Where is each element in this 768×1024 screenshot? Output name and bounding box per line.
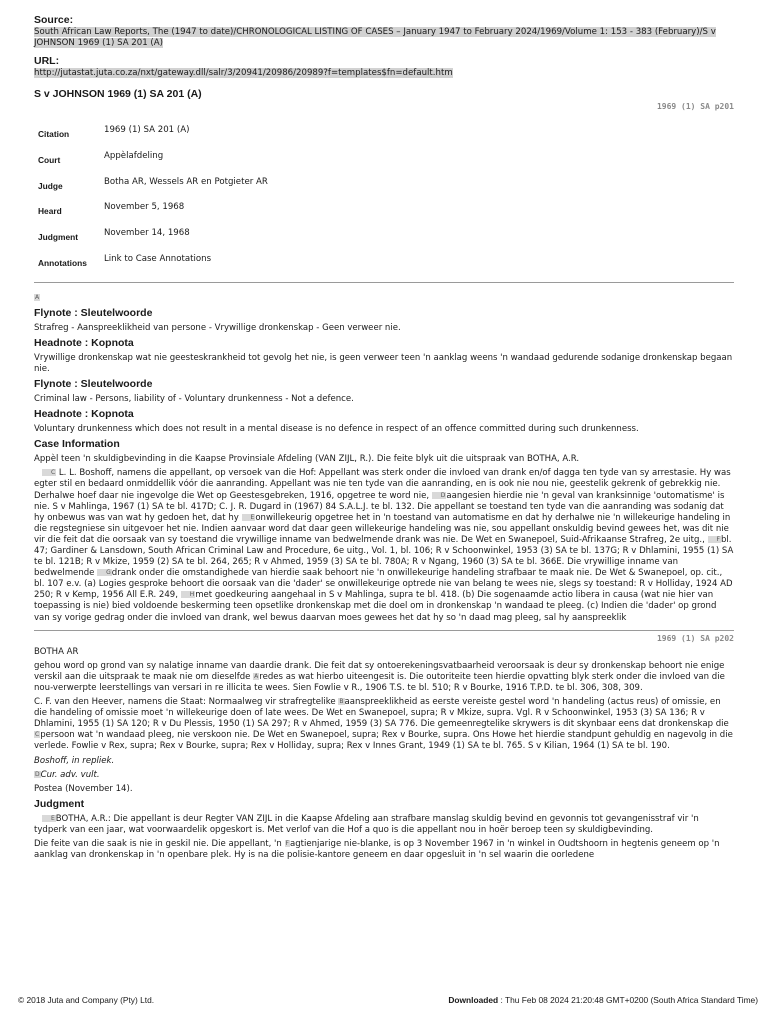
source-path[interactable]: South African Law Reports, The (1947 to date)/CHRONOLOGICAL LISTING OF CASES – January 1947 to February 2024/1969/Volume 1: 153 - 383 (February)/S v JOHNSON 1969 (1) SA 201 (A) bbox=[34, 27, 716, 48]
meta-row bbox=[38, 202, 268, 228]
meta-key: Court bbox=[38, 154, 61, 165]
section-divider bbox=[34, 282, 734, 283]
meta-row bbox=[38, 125, 268, 151]
postea: Postea (November 14). bbox=[34, 783, 133, 794]
margin-marker: F bbox=[708, 536, 721, 543]
page-footer bbox=[18, 995, 758, 1005]
headnote-afrikaans-heading: Headnote : Kopnota bbox=[34, 336, 134, 349]
state-argument: C. F. van den Heever, namens die Staat: Normaalweg vir strafregtelike Baanspreeklikheid as eerste vereiste gestel word 'n handeling (actus reus) of omissie, en die handeling of omissie moet 'n willekeurige doen of late wees. De Wet en Swanepoel, supra; R v Mkize, supra. Vgl. R v Schoonwinkel, 1953 (3) SA 136; R v Dhlamini, 1955 (1) SA 120; R v Du Plessis, 1950 (1) SA 297; R v Ahmed, 1959 (3) SA 776. Die gemeenregtelike skrywers is dit skynbaar eens dat dronkenskap die Cpersoon wat 'n wandaad pleeg, nie verskoon nie. De Wet en Swanepoel, supra; Rex v Bourke, supra. Ons Howe het hierdie standpunt gehuldig en nagevolg in die verlede. Fowlie v Rex, supra; Rex v Bourke, supra; Rex v Holliday, supra; Rex v Innes Grant, 1949 (1) SA te bl. 765. S v Kilian, 1964 (1) SA te bl. 190. bbox=[34, 697, 733, 752]
meta-key: Annotations bbox=[38, 257, 87, 268]
appellant-argument: C L. L. Boshoff, namens die appellant, op versoek van die Hof: Appellant was sterk onder die invloed van drank en/of dagga ten tyde van sy arrestasie. Hy was egter stil en bedaard onmiddellik vóór die aanranding. Appellant was nie ten tyde van die aanranding, en is ook nie nou nie, geestelik gekrenk of gebrekkig nie. Derhalwe hoef daar nie ingevolge die Wet op Geestesgebreken, 1916, opgetree te word nie, Daangesien hierdie nie 'n geval van kranksinnige 'outomatisme' is nie. S v Mahlinga, 1967 (1) SA te bl. 417D; C. J. R. Dugard in (1967) 84 S.A.L.J. te bl. 132. Die appellant se toestand ten tyde van die aanranding was sodanig dat hy onbewus was van wat hy gedoen het, dat hy Eonwillekeurig opgetree het in 'n toestand van automatisme en dat hy derhalwe nie 'n willekeurige handeling in die regstegniese sin uitgevoer het nie. Indien aanvaar word dat daar geen willekeurige handeling was nie, sou appellant onskuldig bevind gewees het, was dit nie vir die feit dat die oorsaak van sy toestand die vrywillige inname van bedwelmende drank was nie. De Wet en Swanepoel, Suid-Afrikaanse Strafreg, 2e uitg., Fbl. 47; Gardiner & Lansdown, South African Criminal Law and Procedure, 6e uitg., Vol. 1, bl. 106; R v Schoonwinkel, 1953 (3) SA te bl. 137G; R v Dhlamini, 1955 (1) SA te bl. 121B; R v Mkize, 1959 (2) SA te bl. 264, 265; R v Ahmed, 1959 (3) SA te bl. 780A; R v Ngang, 1960 (3) SA te bl. 366E. Die vrywillige inname van bedwelmende Gdrank onder die omstandighede van hierdie saak behoort nie 'n onwillekeurige handeling strafbaar te maak nie. De Wet & Swanepoel, op. cit., bl. 107 e.v. (a) Logies gesproke behoort die oorsaak van die 'dader' se onwillekeurige optrede nie van belang te wees nie, slegs sy toestand: R v Holliday, 1924 AD 250; R v Kemp, 1956 All E.R. 249, Hmet goedkeuring aangehaal in S v Mahlinga, supra te bl. 418. (b) Die sogenaamde actio libera in causa (wat nie hier van toepassing is nie) bied voldoende beskerming teen opsetlike dronkenskap met die doel om in dronkenskap 'n wandaad te pleeg. (c) Indien die 'dader' op grond van sy vorige gedrag onder die invloed van drank, wel bewus daarvan moes gewees het dat hy so 'n daad mag pleeg, sal hy aanspreeklik bbox=[34, 468, 734, 623]
judgment-paragraph: EBOTHA, A.R.: Die appellant is deur Regter VAN ZIJL in die Kaapse Afdeling aan strafbare manslag skuldig bevind en gevonnis tot gevangenisstraf vir 'n tydperk van een jaar, wat voorwaardelik opgeskort is. Met verlof van die Hof a quo is die appellant nou in hoër beroep teen sy skuldigbevinding. bbox=[34, 813, 699, 835]
margin-marker: C bbox=[35, 731, 40, 739]
margin-marker: B bbox=[339, 698, 344, 706]
margin-marker: G bbox=[97, 569, 112, 576]
url-label: URL: bbox=[34, 55, 60, 67]
appellant-argument-continued: gehou word op grond van sy nalatige inname van daardie drank. Die feit dat sy ontoerekeningsvatbaarheid veroorsaak is deur sy dronkenskap behoort nie enige verskil aan die uitspraak te maak nie om dieselfde Aredes as wat hierbo uiteengesit is. Die outoriteite teen hierdie opvatting blyk sterk onder die invloed van die nou-verwerpte leerstellings van versari in re illicita te wees. Sien Fowlie v R., 1906 T.S. te bl. 510; R v Bourke, 1916 T.P.D. te bl. 306, 308, 309. bbox=[34, 660, 725, 693]
margin-marker: A bbox=[254, 672, 259, 680]
meta-value: November 14, 1968 bbox=[104, 228, 190, 239]
margin-marker: E bbox=[42, 815, 56, 822]
meta-row bbox=[38, 177, 268, 203]
meta-row bbox=[38, 151, 268, 177]
margin-marker: C bbox=[42, 469, 56, 476]
meta-value: Botha AR, Wessels AR en Potgieter AR bbox=[104, 176, 268, 187]
margin-marker: F bbox=[285, 839, 289, 847]
facts-paragraph: Die feite van die saak is nie in geskil nie. Die appellant, 'n Fagtienjarige nie-blanke, is op 3 November 1967 in 'n winkel in Oudtshoorn in hegtenis geneem op 'n aanklag van dronkenskap in 'n openbare plek. Hy is na die polisie-kantore geneem en daar opgesluit in 'n sel waarin die oorledene bbox=[34, 838, 720, 861]
meta-value: November 5, 1968 bbox=[104, 202, 185, 213]
headnote-english: Voluntary drunkenness which does not result in a mental disease is no defence in respect of an offence committed during such drunkenness. bbox=[34, 424, 639, 435]
headnote-afrikaans: Vrywillige dronkenskap wat nie geesteskrankheid tot gevolg het nie, is geen verweer teen 'n aanklag weens 'n wandaad gedurende sodanige dronkenskap begaan nie. bbox=[34, 352, 733, 374]
flynote-english-heading: Flynote : Sleutelwoorde bbox=[34, 378, 153, 391]
cur-adv-vult: DCur. adv. vult. bbox=[35, 769, 100, 780]
meta-row bbox=[38, 228, 268, 254]
copyright-notice: © 2018 Juta and Company (Pty) Ltd. bbox=[18, 995, 155, 1005]
annotations-link[interactable]: Link to Case Annotations bbox=[104, 253, 212, 264]
meta-key: Judge bbox=[38, 180, 63, 191]
meta-value: Appèlafdeling bbox=[104, 150, 164, 161]
case-information-heading: Case Information bbox=[34, 438, 120, 451]
flynote-english: Criminal law - Persons, liability of - Voluntary drunkenness - Not a defence. bbox=[34, 394, 354, 405]
margin-marker: E bbox=[242, 514, 256, 521]
page-divider bbox=[34, 630, 734, 631]
meta-row bbox=[38, 254, 268, 280]
margin-marker: D bbox=[35, 770, 40, 778]
margin-marker: H bbox=[181, 591, 196, 598]
judgment-heading: Judgment bbox=[34, 797, 85, 810]
case-metadata-table bbox=[38, 125, 268, 280]
page-reference: 1969 (1) SA p201 bbox=[656, 102, 734, 111]
flynote-afrikaans-heading: Flynote : Sleutelwoorde bbox=[34, 306, 153, 319]
downloaded-label: Downloaded bbox=[448, 995, 499, 1005]
meta-value: 1969 (1) SA 201 (A) bbox=[104, 125, 190, 135]
case-title: S v JOHNSON 1969 (1) SA 201 (A) bbox=[34, 88, 202, 100]
source-label: Source: bbox=[34, 14, 74, 26]
headnote-english-heading: Headnote : Kopnota bbox=[34, 408, 134, 421]
margin-marker: D bbox=[432, 492, 447, 499]
meta-key: Citation bbox=[38, 129, 70, 139]
reply-note: Boshoff, in repliek. bbox=[34, 755, 115, 766]
page-reference: 1969 (1) SA p202 bbox=[656, 633, 734, 643]
meta-key: Heard bbox=[38, 206, 62, 217]
meta-key: Judgment bbox=[38, 232, 79, 243]
document-page bbox=[34, 14, 734, 861]
source-url[interactable]: http://jutastat.juta.co.za/nxt/gateway.dll/salr/3/20941/20986/20989?f=templates$fn=default.htm bbox=[34, 68, 453, 78]
downloaded-timestamp: : Thu Feb 08 2024 21:20:48 GMT+0200 (South Africa Standard Time) bbox=[500, 995, 758, 1005]
margin-marker: A bbox=[35, 293, 40, 301]
case-information: Appèl teen 'n skuldigbevinding in die Kaapse Provinsiale Afdeling (VAN ZIJL, R.). Die feite blyk uit die uitspraak van BOTHA, A.R. bbox=[34, 454, 580, 465]
running-header: BOTHA AR bbox=[34, 646, 79, 657]
flynote-afrikaans: Strafreg - Aanspreeklikheid van persone - Vrywillige dronkenskap - Geen verweer nie. bbox=[34, 322, 401, 333]
